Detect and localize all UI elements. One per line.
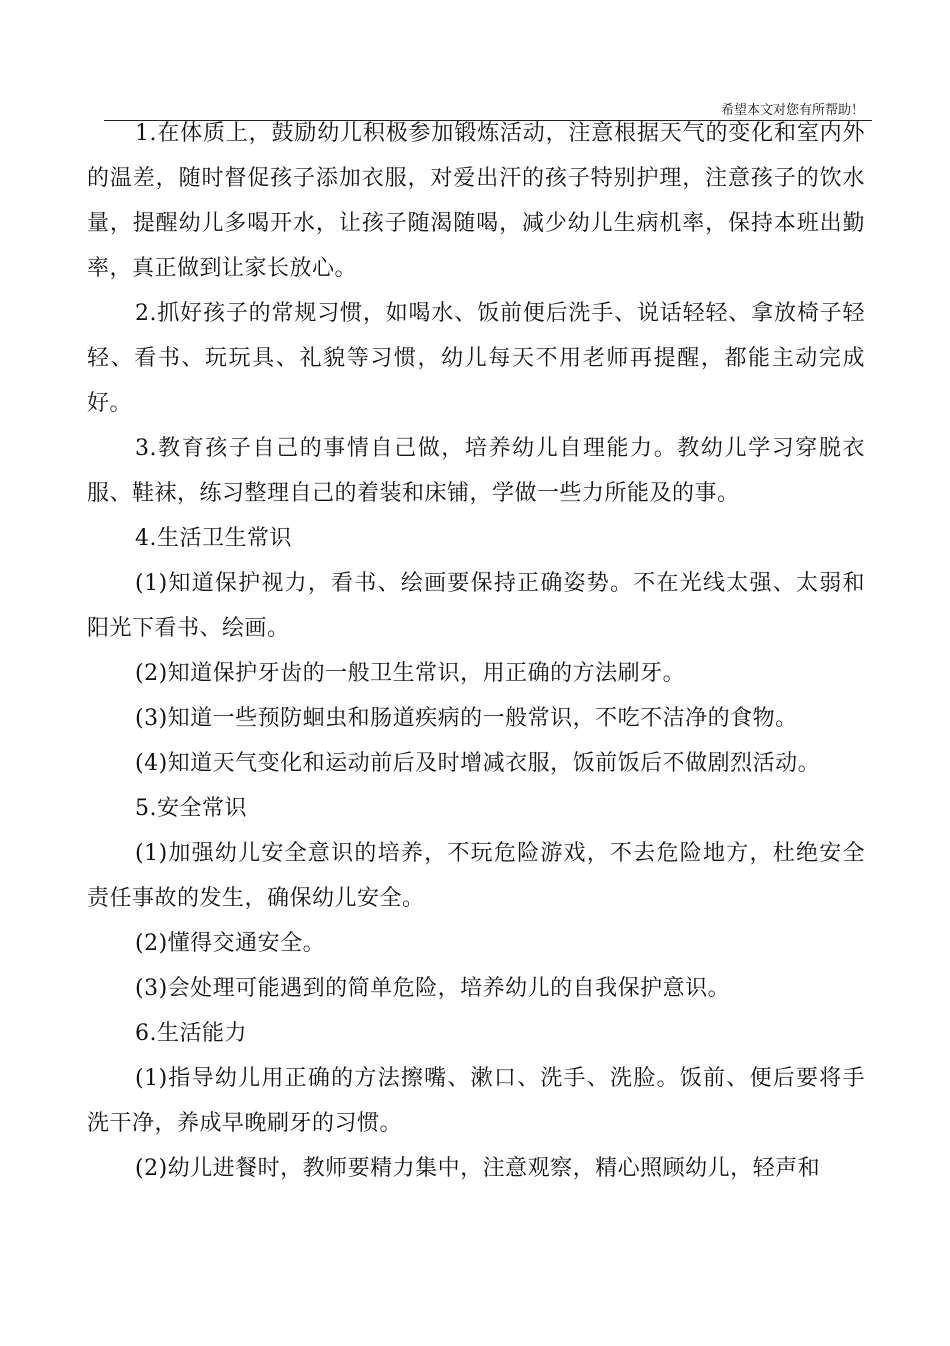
section-heading-life-skills: 6.生活能力 (135, 1021, 247, 1046)
list-item-hygiene-4: (4)知道天气变化和运动前后及时增减衣服，饭前饭后不做剧烈活动。 (135, 751, 821, 776)
list-item-safety-2: (2)懂得交通安全。 (135, 931, 326, 956)
list-item-hygiene-2: (2)知道保护牙齿的一般卫生常识，用正确的方法刷牙。 (135, 661, 686, 686)
paragraph-habits: 2.抓好孩子的常规习惯，如喝水、饭前便后洗手、说话轻轻、拿放椅子轻轻、看书、玩玩具、礼貌等习惯，幼儿每天不用老师再提醒，都能主动完成好。 (87, 301, 865, 416)
list-item-safety-1: (1)加强幼儿安全意识的培养，不玩危险游戏，不去危险地方，杜绝安全责任事故的发生，确保幼儿安全。 (87, 841, 865, 911)
document-body (87, 111, 865, 1191)
list-item-life-skills-1: (1)指导幼儿用正确的方法擦嘴、漱口、洗手、洗脸。饭前、便后要将手洗干净，养成早晚刷牙的习惯。 (87, 1066, 865, 1136)
list-item-hygiene-1: (1)知道保护视力，看书、绘画要保持正确姿势。不在光线太强、太弱和阳光下看书、绘画。 (87, 571, 865, 641)
paragraph-health: 1.在体质上，鼓励幼儿积极参加锻炼活动，注意根据天气的变化和室内外的温差，随时督促孩子添加衣服，对爱出汗的孩子特别护理，注意孩子的饮水量，提醒幼儿多喝开水，让孩子随渴随喝，减少幼儿生病机率，保持本班出勤率，真正做到让家长放心。 (87, 121, 865, 281)
section-heading-safety: 5.安全常识 (135, 796, 247, 821)
section-heading-hygiene: 4.生活卫生常识 (135, 526, 292, 551)
list-item-safety-3: (3)会处理可能遇到的简单危险，培养幼儿的自我保护意识。 (135, 976, 731, 1001)
header-note: 希望本文对您有所帮助！ (720, 103, 864, 118)
list-item-hygiene-3: (3)知道一些预防蛔虫和肠道疾病的一般常识，不吃不洁净的食物。 (135, 706, 798, 731)
list-item-life-skills-2: (2)幼儿进餐时，教师要精力集中，注意观察，精心照顾幼儿，轻声和 (135, 1156, 821, 1181)
paragraph-self-care: 3.教育孩子自己的事情自己做，培养幼儿自理能力。教幼儿学习穿脱衣服、鞋袜，练习整理自己的着装和床铺，学做一些力所能及的事。 (87, 436, 865, 506)
